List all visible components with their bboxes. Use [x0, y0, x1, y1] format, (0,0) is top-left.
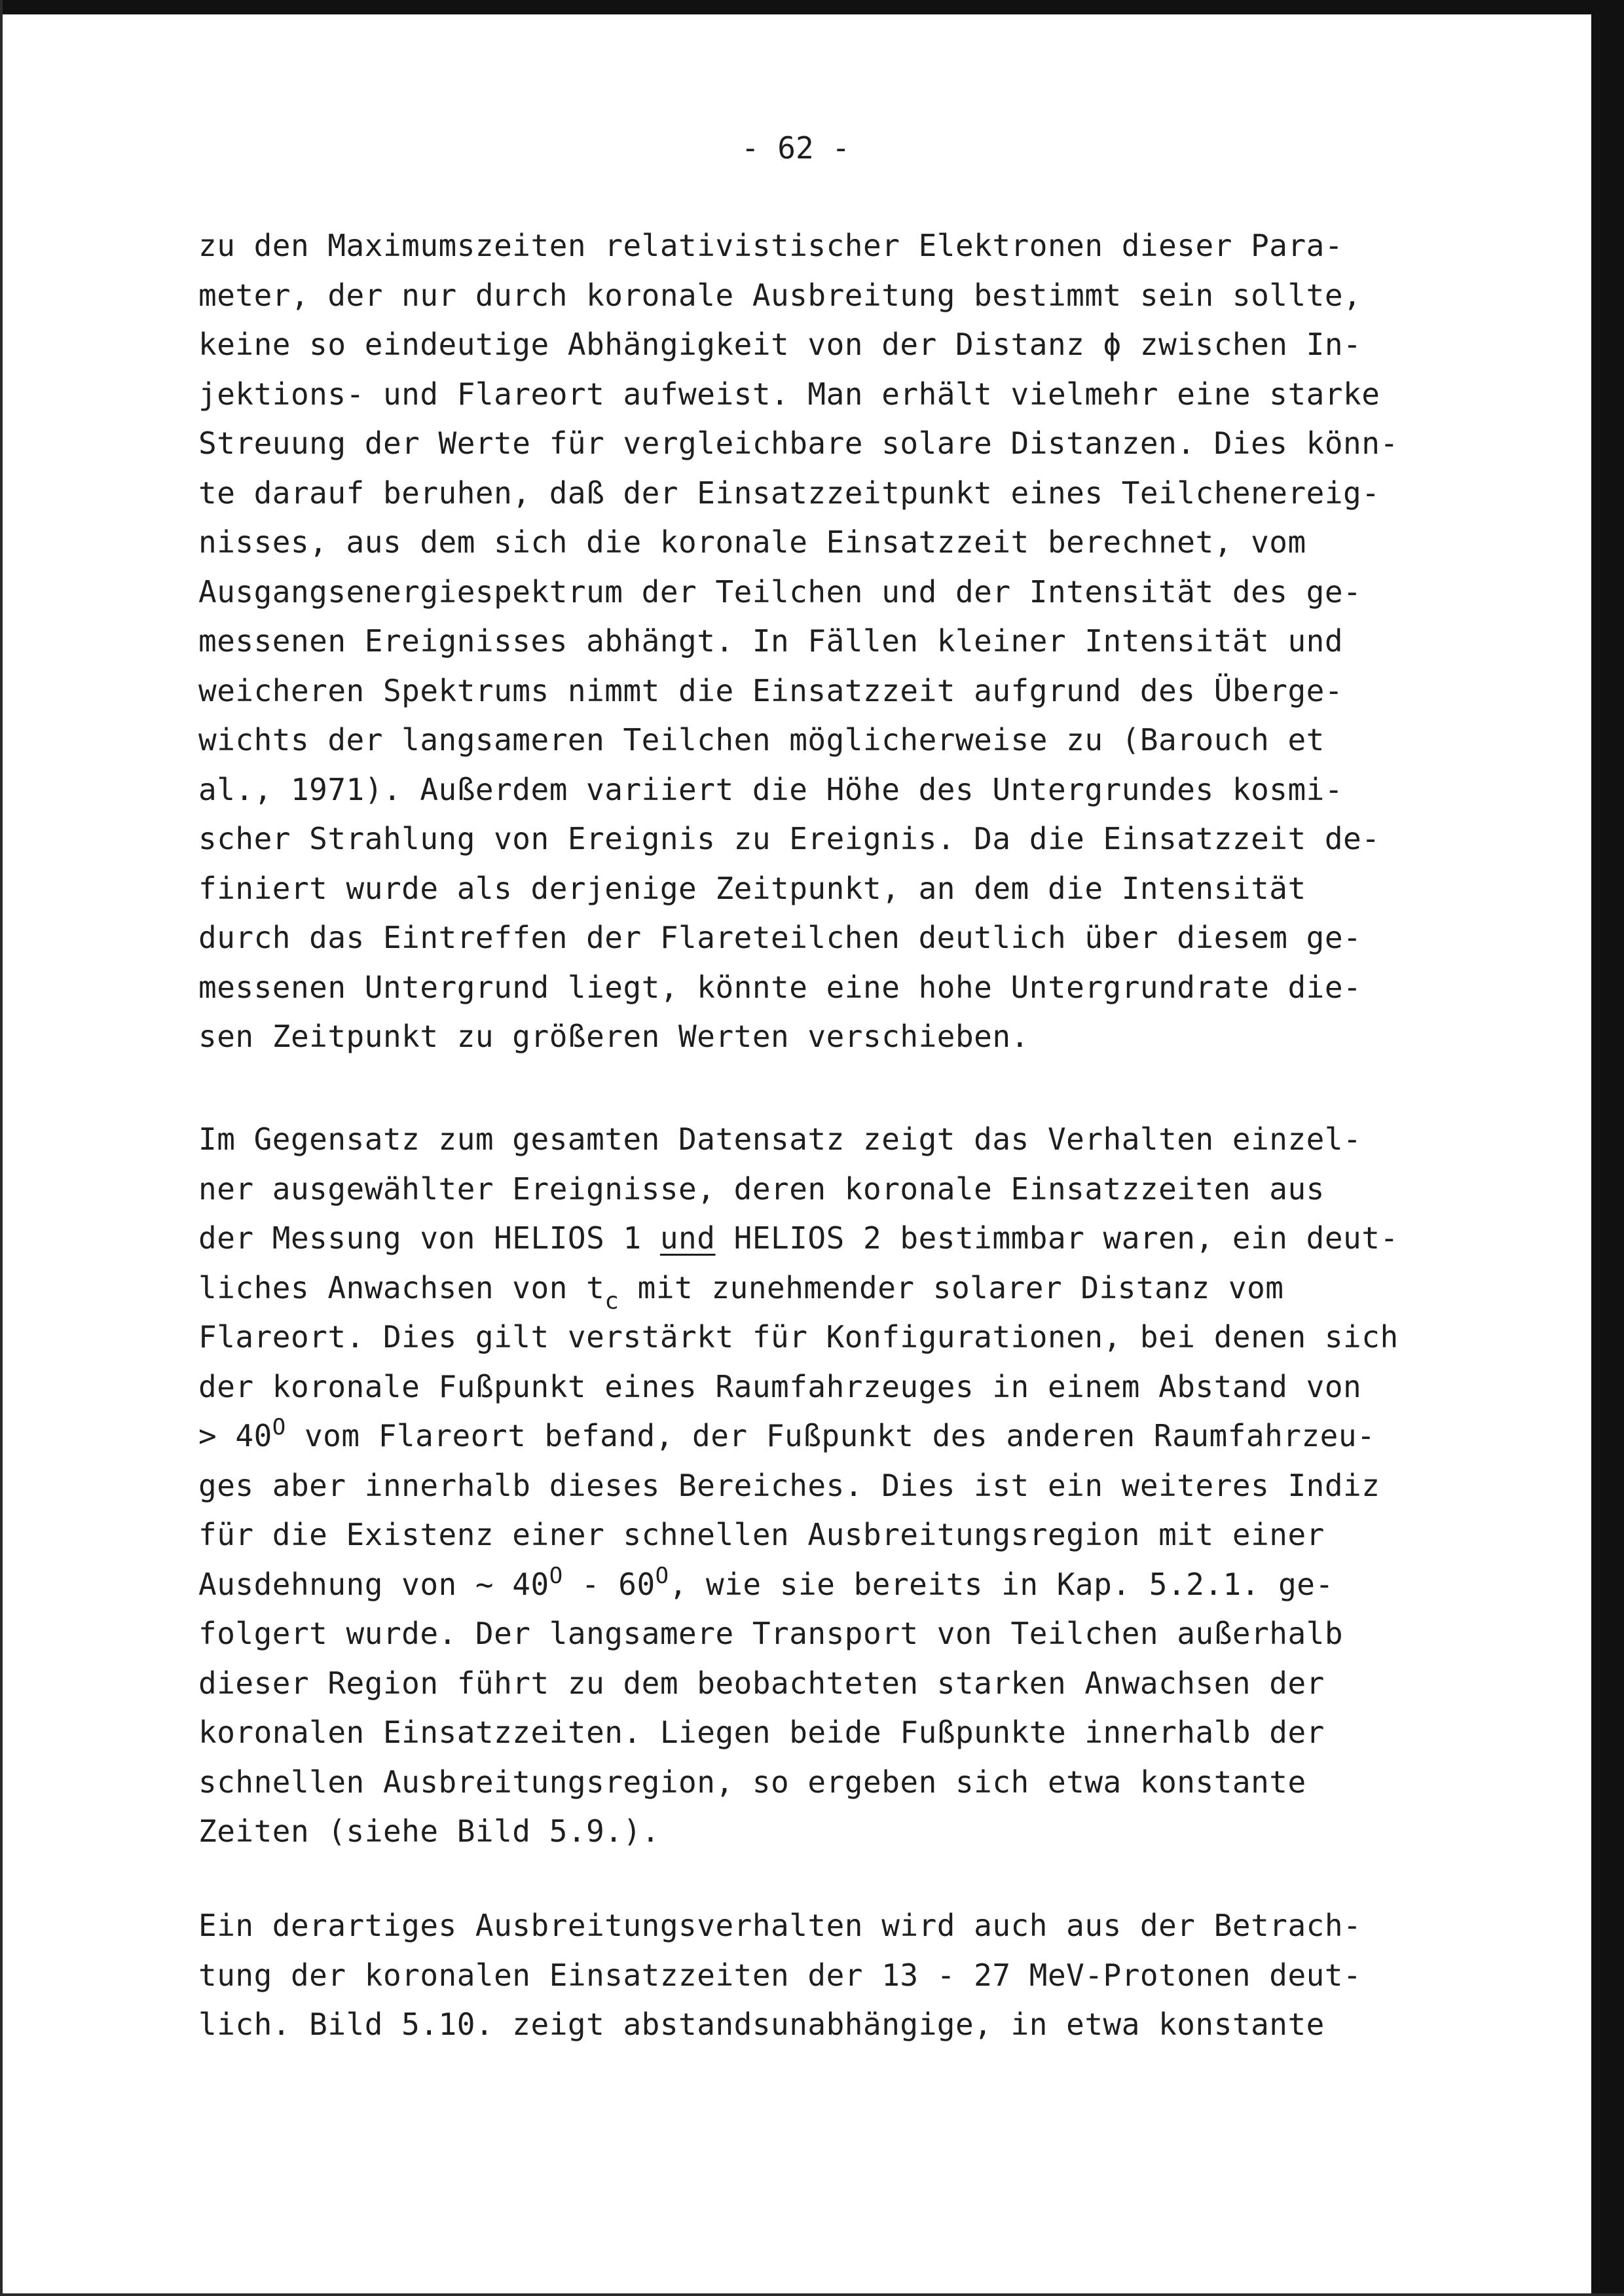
text-fragment: der Messung von HELIOS 1 — [198, 1220, 660, 1256]
text-line: wichts der langsameren Teilchen möglicherweise zu (Barouch et — [198, 722, 1325, 757]
text-line: al., 1971). Außerdem variiert die Höhe des Untergrundes kosmi- — [198, 771, 1344, 807]
underlined-word: und — [659, 1220, 716, 1256]
text-line: dieser Region führt zu dem beobachteten starken Anwachsen der — [198, 1665, 1325, 1701]
text-line: te darauf beruhen, daß der Einsatzzeitpunkt eines Teilchenereig- — [198, 475, 1380, 511]
text-fragment: liches Anwachsen von t — [198, 1269, 605, 1305]
text-line: Ausgangsenergiespektrum der Teilchen und der Intensität des ge- — [198, 574, 1362, 610]
text-line: folgert wurde. Der langsamere Transport von Teilchen außerhalb — [198, 1616, 1344, 1651]
degree-superscript: O — [655, 1562, 669, 1589]
text-line: Im Gegensatz zum gesamten Datensatz zeigt das Verhalten einzel- — [198, 1121, 1362, 1157]
text-line: scher Strahlung von Ereignis zu Ereignis. Da die Einsatzzeit de- — [198, 821, 1380, 856]
text-line — [198, 1214, 1508, 1264]
text-line: ner ausgewählter Ereignisse, deren koronale Einsatzzeiten aus — [198, 1171, 1325, 1207]
text-line: für die Existenz einer schnellen Ausbreitungsregion mit einer — [198, 1517, 1325, 1552]
scan-border-bottom — [0, 2293, 1624, 2296]
text-line: lich. Bild 5.10. zeigt abstandsunabhängige, in etwa konstante — [198, 2007, 1325, 2042]
text-line: Streuung der Werte für vergleichbare solare Distanzen. Dies könn- — [198, 426, 1399, 461]
text-fragment: > 40 — [198, 1418, 272, 1453]
text-line — [198, 1264, 1508, 1313]
text-line: Ein derartiges Ausbreitungsverhalten wird auch aus der Betrach- — [198, 1908, 1362, 1943]
text-line: keine so eindeutige Abhängigkeit von der Distanz ϕ zwischen In- — [198, 327, 1362, 362]
text-line: messenen Ereignisses abhängt. In Fällen kleiner Intensität und — [198, 623, 1344, 659]
text-line: ges aber innerhalb dieses Bereiches. Dies ist ein weiteres Indiz — [198, 1467, 1380, 1503]
text-line: zu den Maximumszeiten relativistischer Elektronen dieser Para- — [198, 228, 1344, 263]
text-line — [198, 1412, 1508, 1461]
page-number: - 62 - — [741, 130, 851, 166]
text-line: sen Zeitpunkt zu größeren Werten verschieben. — [198, 1019, 1029, 1054]
degree-superscript: O — [272, 1414, 286, 1440]
text-line: weicheren Spektrums nimmt die Einsatzzeit aufgrund des Überge- — [198, 672, 1344, 708]
text-line: messenen Untergrund liegt, könnte eine hohe Untergrundrate die- — [198, 969, 1362, 1005]
text-fragment: HELIOS 2 bestimmbar waren, ein deut- — [715, 1220, 1399, 1256]
text-line: tung der koronalen Einsatzzeiten der 13 - 27 MeV-Protonen deut- — [198, 1957, 1362, 1993]
text-line — [198, 1560, 1508, 1610]
paragraph-3 — [198, 1901, 1508, 2050]
text-line: meter, der nur durch koronale Ausbreitung bestimmt sein sollte, — [198, 277, 1362, 313]
degree-superscript: O — [549, 1562, 563, 1589]
text-line: Zeiten (siehe Bild 5.9.). — [198, 1813, 660, 1849]
text-fragment: vom Flareort befand, der Fußpunkt des anderen Raumfahrzeu- — [286, 1418, 1376, 1453]
subscript: c — [604, 1287, 619, 1315]
text-line: finiert wurde als derjenige Zeitpunkt, an dem die Intensität — [198, 870, 1306, 906]
text-line: Flareort. Dies gilt verstärkt für Konfigurationen, bei denen sich — [198, 1319, 1399, 1355]
text-fragment: Ausdehnung von ~ 40 — [198, 1566, 549, 1602]
text-line: nisses, aus dem sich die koronale Einsatzzeit berechnet, vom — [198, 524, 1306, 560]
paragraph-1 — [198, 221, 1508, 1062]
scan-border-top — [0, 0, 1624, 14]
scan-border-left — [0, 0, 3, 2296]
paragraph-2 — [198, 1115, 1508, 1857]
text-line: schnellen Ausbreitungsregion, so ergeben sich etwa konstante — [198, 1764, 1306, 1800]
text-line: der koronale Fußpunkt eines Raumfahrzeuges in einem Abstand von — [198, 1368, 1362, 1404]
text-line: koronalen Einsatzzeiten. Liegen beide Fußpunkte innerhalb der — [198, 1715, 1325, 1750]
scan-border-right — [1591, 0, 1624, 2296]
text-line: jektions- und Flareort aufweist. Man erhält vielmehr eine starke — [198, 376, 1380, 412]
text-fragment: - 60 — [563, 1566, 655, 1602]
text-line: durch das Eintreffen der Flareteilchen deutlich über diesem ge- — [198, 920, 1362, 955]
text-fragment: mit zunehmender solarer Distanz vom — [619, 1269, 1284, 1305]
text-fragment: , wie sie bereits in Kap. 5.2.1. ge- — [669, 1566, 1334, 1602]
